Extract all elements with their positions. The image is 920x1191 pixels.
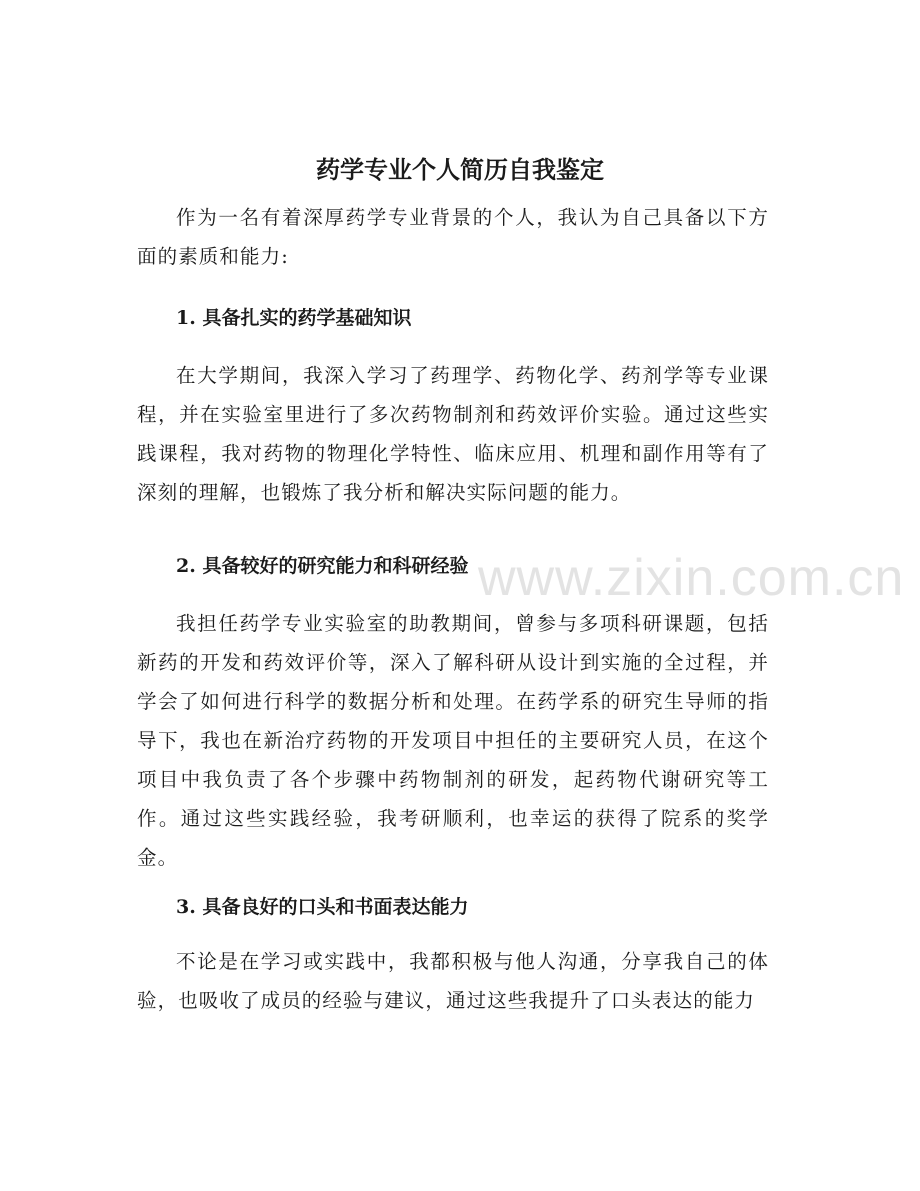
watermark: www.zixin.com.cn	[478, 549, 905, 607]
section-1-heading: 1. 具备扎实的药学基础知识	[176, 307, 412, 329]
intro-paragraph: 作为一名有着深厚药学专业背景的个人，我认为自己具备以下方面的素质和能力:	[137, 206, 769, 268]
section-3-body: 不论是在学习或实践中，我都积极与他人沟通，分享我自己的体验，也吸收了成员的经验与建议，通过这些我提升了口头表达的能力	[137, 950, 769, 1012]
section-2-heading: 2. 具备较好的研究能力和科研经验	[176, 555, 469, 577]
section-1-body: 在大学期间，我深入学习了药理学、药物化学、药剂学等专业课程，并在实验室里进行了多次药物制剂和药效评价实验。通过这些实践课程，我对药物的物理化学特性、临床应用、机理和副作用等有了深刻的理解，也锻炼了我分析和解决实际问题的能力。	[137, 364, 769, 504]
section-2-body: 我担任药学专业实验室的助教期间，曾参与多项科研课题，包括新药的开发和药效评价等，深入了解科研从设计到实施的全过程，并学会了如何进行科学的数据分析和处理。在药学系的研究生导师的指导下，我也在新治疗药物的开发项目中担任的主要研究人员，在这个项目中我负责了各个步骤中药物制剂的研发，起药物代谢研究等工作。通过这些实践经验，我考研顺利，也幸运的获得了院系的奖学金。	[137, 612, 769, 869]
page-title: 药学专业个人简历自我鉴定	[316, 156, 604, 184]
section-3-heading: 3. 具备良好的口头和书面表达能力	[176, 896, 469, 918]
